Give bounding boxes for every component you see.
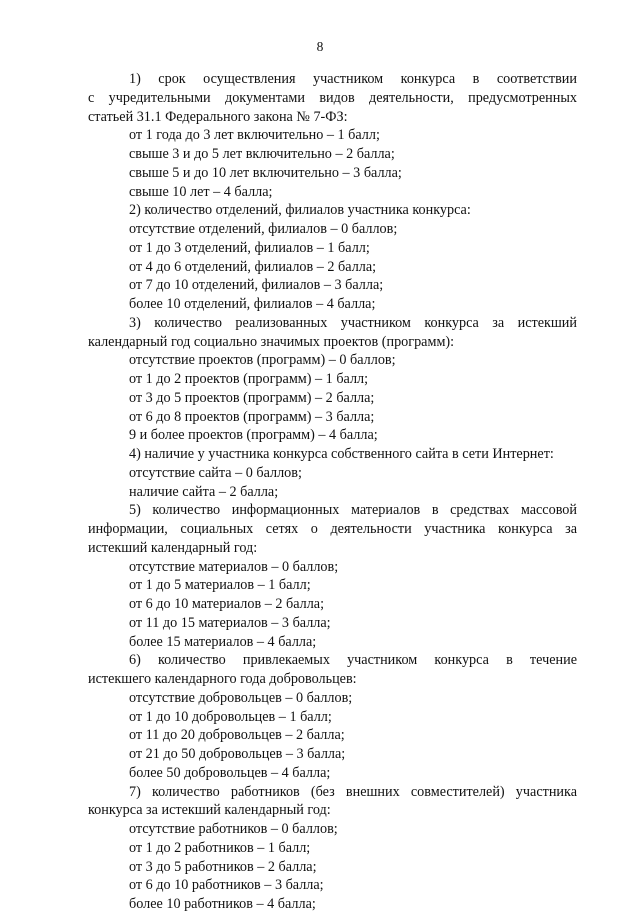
text-line: отсутствие отделений, филиалов – 0 баллов; <box>129 221 398 237</box>
text-line: свыше 10 лет – 4 балла; <box>129 183 273 200</box>
text-line: от 6 до 8 проектов (программ) – 3 балла; <box>129 408 375 425</box>
text-line: 6) количество привлекаемых участником конкурса в течение <box>129 652 577 669</box>
text-line: от 11 до 20 добровольцев – 2 балла; <box>129 727 345 744</box>
text-line: отсутствие сайта – 0 баллов; <box>129 464 302 481</box>
text-line: с учредительными документами видов деятельности, предусмотренных <box>88 89 577 106</box>
text-line: от 3 до 5 проектов (программ) – 2 балла; <box>129 389 375 406</box>
text-line: 5) количество информационных материалов в средствах массовой <box>129 502 577 519</box>
text-line: наличие сайта – 2 балла; <box>129 483 279 500</box>
text-line: отсутствие работников – 0 баллов; <box>129 821 338 837</box>
page-number: 8 <box>316 39 324 54</box>
text-line: 1) срок осуществления участником конкурса в соответствии <box>129 71 577 87</box>
text-line: календарный год социально значимых проектов (программ): <box>88 333 455 350</box>
text-line: от 7 до 10 отделений, филиалов – 3 балла; <box>129 277 384 294</box>
text-line: от 1 до 10 добровольцев – 1 балл; <box>129 708 332 725</box>
text-line: 3) количество реализованных участником конкурса за истекший <box>129 314 577 331</box>
text-line: свыше 3 и до 5 лет включительно – 2 балла; <box>129 146 395 162</box>
text-line: информации, социальных сетях о деятельности участника конкурса за <box>88 521 577 537</box>
document-body <box>88 70 577 914</box>
text-line: отсутствие добровольцев – 0 баллов; <box>129 689 353 706</box>
text-line: от 3 до 5 работников – 2 балла; <box>129 858 317 875</box>
text-line: более 15 материалов – 4 балла; <box>129 633 317 650</box>
text-line: отсутствие проектов (программ) – 0 баллов; <box>129 352 396 369</box>
text-line: от 1 года до 3 лет включительно – 1 балл; <box>129 127 380 144</box>
text-line: статьей 31.1 Федерального закона № 7-ФЗ: <box>88 108 348 125</box>
text-line: 7) количество работников (без внешних совместителей) участника <box>129 783 577 800</box>
text-line: от 1 до 3 отделений, филиалов – 1 балл; <box>129 239 370 256</box>
text-line: от 11 до 15 материалов – 3 балла; <box>129 614 331 631</box>
text-line: от 6 до 10 работников – 3 балла; <box>129 877 324 894</box>
text-line: более 10 отделений, филиалов – 4 балла; <box>129 296 376 312</box>
text-line: истекшего календарного года добровольцев: <box>88 671 357 687</box>
text-line: свыше 5 и до 10 лет включительно – 3 балла; <box>129 164 402 181</box>
text-line: от 1 до 2 работников – 1 балл; <box>129 839 311 856</box>
text-line: 9 и более проектов (программ) – 4 балла; <box>129 427 378 444</box>
text-line: истекший календарный год: <box>88 539 258 556</box>
text-line: конкурса за истекший календарный год: <box>88 802 331 819</box>
text-line: более 50 добровольцев – 4 балла; <box>129 764 331 781</box>
text-line: отсутствие материалов – 0 баллов; <box>129 558 339 575</box>
text-line: от 6 до 10 материалов – 2 балла; <box>129 596 325 612</box>
text-line: от 21 до 50 добровольцев – 3 балла; <box>129 746 346 762</box>
text-line: 4) наличие у участника конкурса собственного сайта в сети Интернет: <box>129 446 554 462</box>
text-line: от 4 до 6 отделений, филиалов – 2 балла; <box>129 258 377 275</box>
text-line: от 1 до 2 проектов (программ) – 1 балл; <box>129 371 369 387</box>
text-line: от 1 до 5 материалов – 1 балл; <box>129 577 311 594</box>
text-line: 2) количество отделений, филиалов участника конкурса: <box>129 202 471 219</box>
text-line: более 10 работников – 4 балла; <box>129 896 316 912</box>
